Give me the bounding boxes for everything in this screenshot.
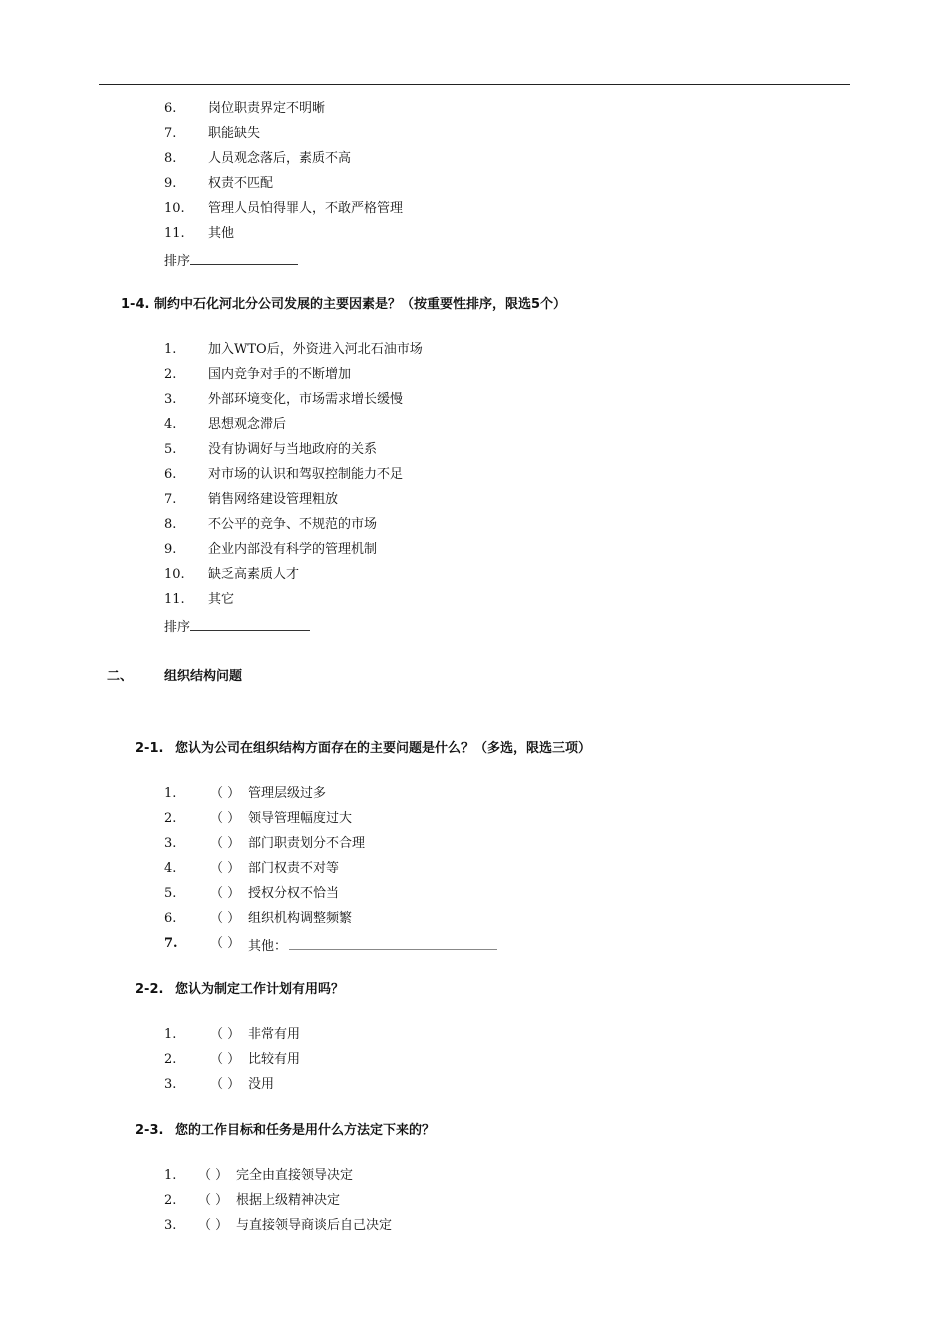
- question-title: 您的工作目标和任务是用什么方法定下来的？: [175, 1123, 436, 1138]
- rank-line[interactable]: 排序: [164, 617, 310, 636]
- answer-checkbox[interactable]: （ ）: [198, 1218, 229, 1233]
- answer-checkbox[interactable]: （ ）: [210, 811, 241, 826]
- question-number: 2-1.: [135, 741, 164, 756]
- question-title: 1-4. 制约中石化河北分公司发展的主要因素是？（按重要性排序，限选5个）: [121, 297, 566, 312]
- section-number: 二、: [107, 669, 134, 684]
- answer-checkbox[interactable]: （ ）: [210, 1027, 241, 1042]
- header-rule: [99, 84, 850, 85]
- rank-line[interactable]: 排序: [164, 251, 298, 270]
- other-answer-field[interactable]: [289, 936, 497, 950]
- rank-blank[interactable]: [190, 617, 310, 631]
- question-title: 您认为公司在组织结构方面存在的主要问题是什么？（多选，限选三项）: [175, 741, 592, 756]
- answer-checkbox[interactable]: （ ）: [198, 1168, 229, 1183]
- answer-checkbox[interactable]: （ ）: [210, 936, 241, 951]
- answer-checkbox[interactable]: （ ）: [210, 911, 241, 926]
- answer-checkbox[interactable]: （ ）: [198, 1193, 229, 1208]
- question-number: 2-2.: [135, 982, 164, 997]
- section-title: 组织结构问题: [164, 669, 243, 684]
- question-title: 您认为制定工作计划有用吗？: [175, 982, 345, 997]
- answer-checkbox[interactable]: （ ）: [210, 861, 241, 876]
- answer-checkbox[interactable]: （ ）: [210, 1077, 241, 1092]
- answer-checkbox[interactable]: （ ）: [210, 836, 241, 851]
- answer-checkbox[interactable]: （ ）: [210, 886, 241, 901]
- rank-blank[interactable]: [190, 251, 298, 265]
- question-number: 2-3.: [135, 1123, 164, 1138]
- answer-checkbox[interactable]: （ ）: [210, 786, 241, 801]
- answer-checkbox[interactable]: （ ）: [210, 1052, 241, 1067]
